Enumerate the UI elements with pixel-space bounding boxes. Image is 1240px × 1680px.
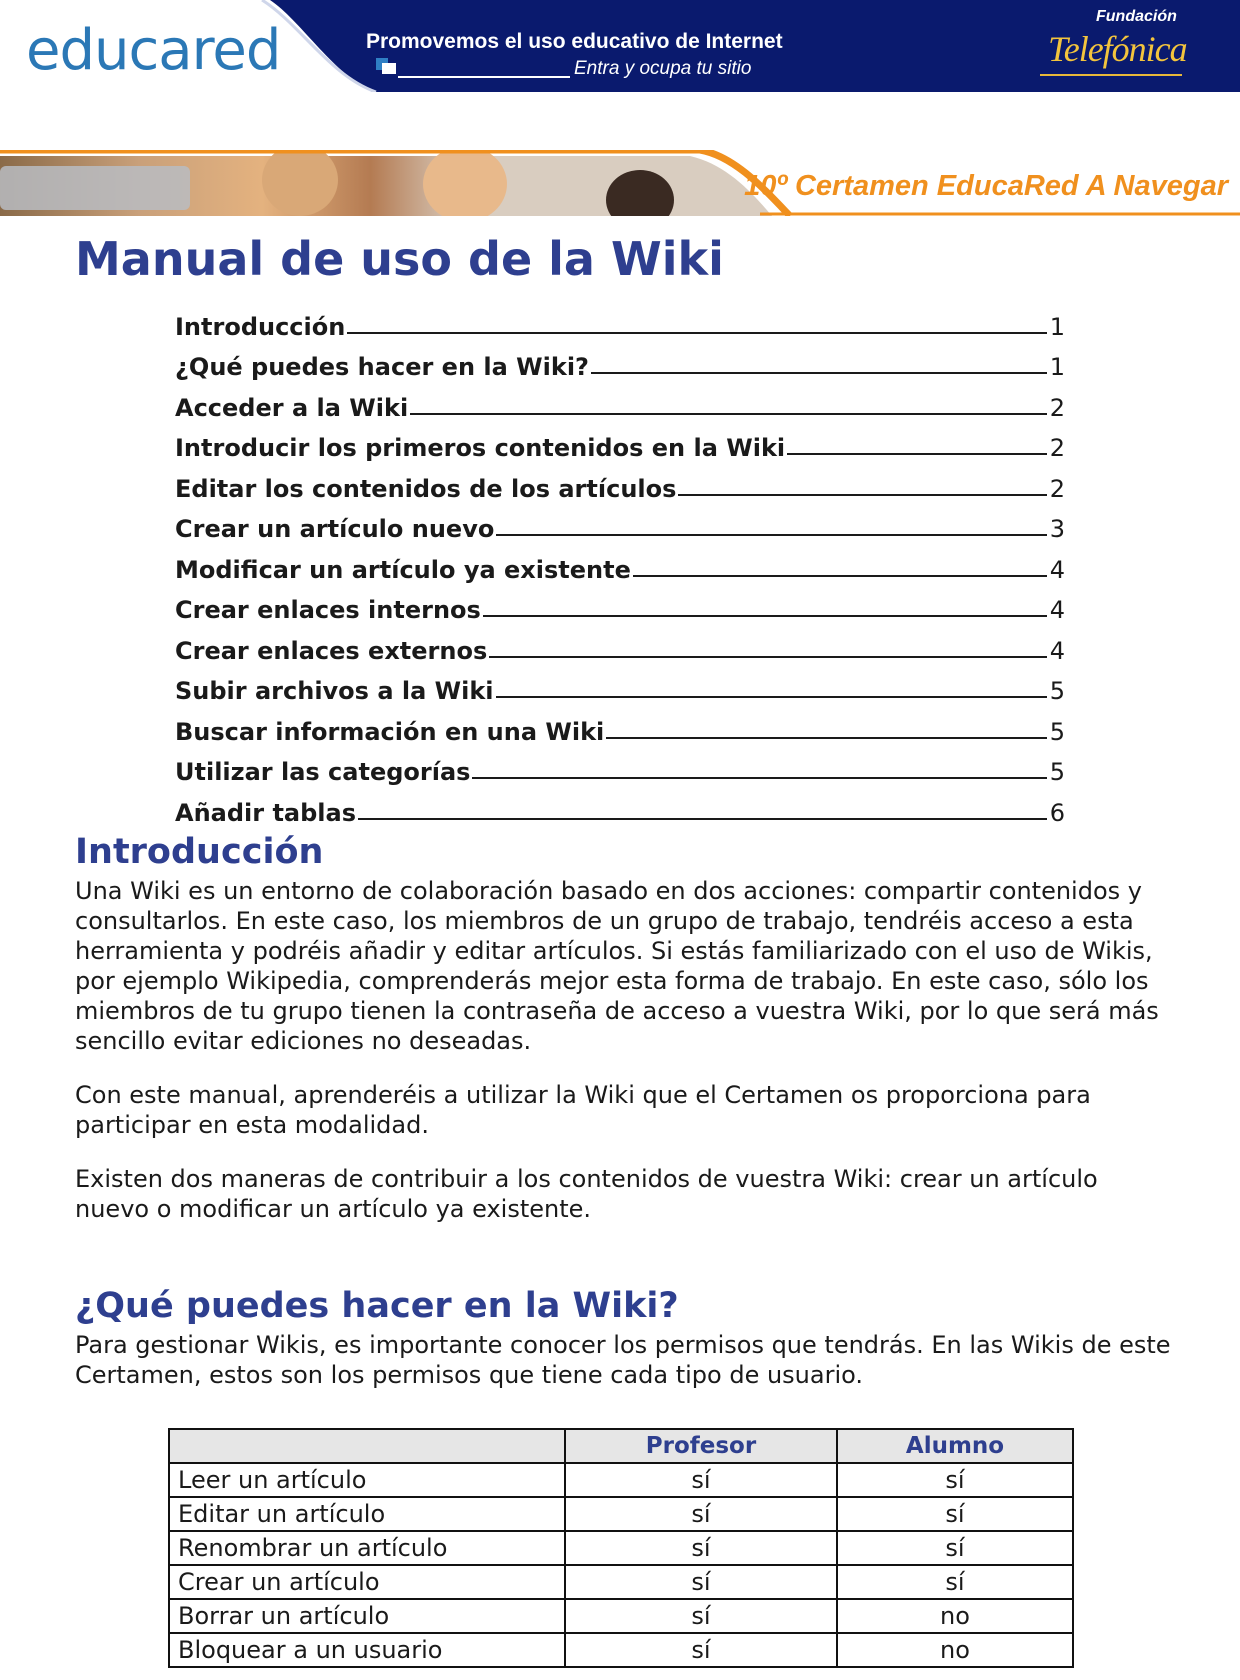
- table-cell-profesor: sí: [565, 1599, 837, 1633]
- toc-leader: [472, 777, 1047, 779]
- table-row: [169, 1531, 1073, 1565]
- toc-entry-page: 5: [1049, 758, 1065, 786]
- table-cell-action: Crear un artículo: [169, 1565, 565, 1599]
- table-cell-action: Renombrar un artículo: [169, 1531, 565, 1565]
- toc-entry-label: Crear enlaces internos: [175, 596, 481, 624]
- toc-entry-label: Crear un artículo nuevo: [175, 515, 495, 543]
- toc-leader: [358, 818, 1047, 820]
- table-row: [169, 1565, 1073, 1599]
- table-header-cell: Alumno: [837, 1429, 1073, 1463]
- table-cell-profesor: sí: [565, 1531, 837, 1565]
- toc-leader: [787, 453, 1047, 455]
- permissions-section: [75, 1286, 1175, 1414]
- toc-entry-label: Utilizar las categorías: [175, 758, 471, 786]
- table-cell-alumno: sí: [837, 1463, 1073, 1497]
- toc-entry[interactable]: [175, 300, 1065, 341]
- table-cell-action: Borrar un artículo: [169, 1599, 565, 1633]
- site-header: [0, 0, 1240, 92]
- table-cell-action: Bloquear a un usuario: [169, 1633, 565, 1667]
- toc-entry[interactable]: [175, 624, 1065, 665]
- table-cell-profesor: sí: [565, 1497, 837, 1531]
- table-of-contents: [175, 300, 1065, 827]
- banner-title: 10º Certamen EducaRed A Navegar: [744, 170, 1228, 202]
- toc-entry-page: 3: [1049, 515, 1065, 543]
- toc-entry-label: Crear enlaces externos: [175, 636, 488, 665]
- foundation-label: Fundación: [1096, 8, 1177, 25]
- table-row: [169, 1633, 1073, 1667]
- table-header-cell: Profesor: [565, 1429, 837, 1463]
- toc-entry[interactable]: [175, 503, 1065, 544]
- toc-entry-page: 5: [1049, 677, 1065, 705]
- toc-entry-label: Acceder a la Wiki: [175, 393, 409, 422]
- toc-entry-page: 2: [1049, 474, 1065, 503]
- toc-entry[interactable]: [175, 746, 1065, 787]
- table-cell-profesor: sí: [565, 1463, 837, 1497]
- toc-entry-page: 2: [1049, 393, 1065, 422]
- table-cell-profesor: sí: [565, 1633, 837, 1667]
- toc-leader: [496, 696, 1047, 698]
- table-cell-alumno: no: [837, 1599, 1073, 1633]
- toc-entry[interactable]: [175, 543, 1065, 584]
- table-row: [169, 1599, 1073, 1633]
- intro-paragraph: Existen dos maneras de contribuir a los contenidos de vuestra Wiki: crear un artículo nuevo o modificar un artículo ya existente.: [75, 1165, 1098, 1223]
- toc-entry-label: Editar los contenidos de los artículos: [175, 474, 677, 503]
- toc-entry[interactable]: [175, 341, 1065, 382]
- toc-entry-page: 4: [1049, 636, 1065, 665]
- toc-entry[interactable]: [175, 705, 1065, 746]
- slogan-underline: [398, 76, 570, 78]
- toc-leader: [496, 534, 1047, 536]
- permissions-paragraph: Para gestionar Wikis, es importante conocer los permisos que tendrás. En las Wikis de este Certamen, estos son los permisos que tiene cada tipo de usuario.: [75, 1331, 1171, 1389]
- intro-section: [75, 832, 1175, 1248]
- toc-leader: [489, 656, 1047, 658]
- toc-entry-label: Introducir los primeros contenidos en la Wiki: [175, 434, 786, 462]
- toc-entry[interactable]: [175, 584, 1065, 625]
- toc-leader: [678, 494, 1047, 496]
- toc-leader: [483, 615, 1047, 617]
- table-header-cell: [169, 1429, 565, 1463]
- table-row: [169, 1463, 1073, 1497]
- toc-entry-label: Añadir tablas: [175, 798, 357, 827]
- toc-entry-page: 6: [1049, 798, 1065, 827]
- toc-entry[interactable]: [175, 786, 1065, 827]
- toc-leader: [347, 332, 1047, 334]
- toc-entry[interactable]: [175, 665, 1065, 706]
- table-cell-alumno: sí: [837, 1531, 1073, 1565]
- toc-entry-page: 1: [1049, 312, 1065, 341]
- educared-logo[interactable]: educared: [26, 18, 281, 83]
- telefonica-logo-underline: [1040, 74, 1182, 76]
- toc-entry-page: 1: [1049, 353, 1065, 381]
- document-title: Manual de uso de la Wiki: [75, 232, 724, 286]
- table-cell-profesor: sí: [565, 1565, 837, 1599]
- toc-entry-page: 2: [1049, 434, 1065, 462]
- toc-leader: [606, 737, 1047, 739]
- toc-entry[interactable]: [175, 381, 1065, 422]
- table-cell-action: Leer un artículo: [169, 1463, 565, 1497]
- intro-heading: Introducción: [75, 832, 324, 872]
- permissions-heading: ¿Qué puedes hacer en la Wiki?: [75, 1286, 679, 1326]
- intro-paragraph: Con este manual, aprenderéis a utilizar la Wiki que el Certamen os proporciona para participar en esta modalidad.: [75, 1081, 1091, 1139]
- slogan-square-icon-inner: [382, 63, 396, 74]
- toc-leader: [591, 372, 1047, 374]
- header-slogan: Promovemos el uso educativo de Internet: [366, 30, 783, 53]
- toc-entry-label: Subir archivos a la Wiki: [175, 677, 494, 705]
- header-tagline: Entra y ocupa tu sitio: [574, 58, 752, 79]
- toc-entry-label: Modificar un artículo ya existente: [175, 555, 631, 584]
- toc-entry-page: 5: [1049, 717, 1065, 746]
- table-row: [169, 1497, 1073, 1531]
- table-header-row: [169, 1429, 1073, 1463]
- table-cell-alumno: sí: [837, 1565, 1073, 1599]
- toc-entry-label: ¿Qué puedes hacer en la Wiki?: [175, 353, 589, 381]
- toc-entry-page: 4: [1049, 596, 1065, 624]
- toc-entry-label: Buscar información en una Wiki: [175, 717, 605, 746]
- table-cell-alumno: no: [837, 1633, 1073, 1667]
- telefonica-logo[interactable]: Telefónica: [1048, 29, 1187, 69]
- toc-entry[interactable]: [175, 422, 1065, 463]
- table-cell-action: Editar un artículo: [169, 1497, 565, 1531]
- intro-paragraph: Una Wiki es un entorno de colaboración basado en dos acciones: compartir contenidos y consultarlos. En este caso, los miembros de un grupo de trabajo, tendréis acceso a esta herramienta y podréis añadir y editar artículos. Si estás familiarizado con el uso de Wikis, por ejemplo Wikipedia, comprenderás mejor esta forma de trabajo. En este caso, sólo los miembros de tu grupo tienen la contraseña de acceso a vuestra Wiki, por lo que será más sencillo evitar ediciones no deseadas.: [75, 877, 1159, 1055]
- permissions-table: [168, 1428, 1074, 1668]
- toc-entry-label: Introducción: [175, 312, 346, 341]
- table-cell-alumno: sí: [837, 1497, 1073, 1531]
- toc-entry-page: 4: [1049, 555, 1065, 584]
- toc-leader: [633, 575, 1047, 577]
- toc-leader: [410, 413, 1047, 415]
- toc-entry[interactable]: [175, 462, 1065, 503]
